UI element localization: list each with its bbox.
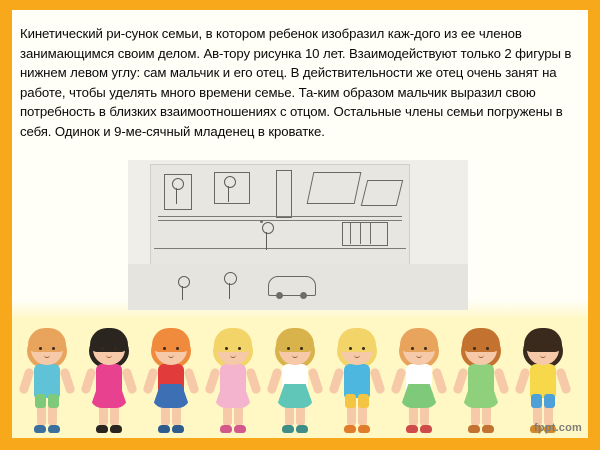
child-arm-left (328, 367, 345, 395)
frame-border-left (0, 0, 12, 450)
sketch-figure-head-4 (224, 272, 237, 285)
child-hair (28, 328, 66, 352)
child-torso (34, 364, 60, 398)
sketch-box-4 (307, 172, 362, 204)
child-arm-right (307, 367, 324, 395)
child-figure-4 (204, 326, 262, 438)
child-eye-left (225, 347, 228, 350)
watermark-text: fppt.com (533, 422, 582, 434)
child-eye-right (424, 347, 427, 350)
child-eye-left (411, 347, 414, 350)
child-arm-left (452, 367, 469, 395)
sketch-line-3 (154, 248, 406, 249)
child-torso (530, 364, 556, 398)
sketch-car-wheel-2 (300, 292, 307, 299)
child-shorts-left (345, 394, 356, 408)
child-arm-left (204, 367, 221, 395)
child-arm-left (266, 367, 283, 395)
child-shoe-right (110, 425, 122, 433)
child-figure-1 (18, 326, 76, 438)
child-shorts-left (35, 394, 46, 408)
child-eye-right (114, 347, 117, 350)
sketch-figure-head-5 (178, 276, 190, 288)
sketch-figure-body-3 (266, 232, 267, 250)
child-shorts-right (48, 394, 59, 408)
sketch-figure-head-2 (224, 176, 236, 188)
child-shoe-left (282, 425, 294, 433)
frame-border-right (588, 0, 600, 450)
child-arm-right (183, 367, 200, 395)
child-arm-left (514, 367, 531, 395)
child-shoe-left (34, 425, 46, 433)
sketch-dot-1 (260, 220, 263, 223)
child-eye-right (238, 347, 241, 350)
child-shoe-left (406, 425, 418, 433)
child-eye-left (535, 347, 538, 350)
child-shoe-right (172, 425, 184, 433)
children-illustration-row (12, 316, 588, 438)
child-torso (344, 364, 370, 398)
child-eye-left (39, 347, 42, 350)
child-shoe-left (96, 425, 108, 433)
child-shoe-left (158, 425, 170, 433)
slide-body-text: Кинетический ри-сунок семьи, в котором ребенок изобразил каж-дого из ее членов занимающимся своим делом. Ав-тору рисунка 10 лет. Взаимодействуют только 2 фигуры в нижнем левом углу: сам мальчик и его отец. В действительности же отец очень занят на работе, чтобы уделять много времени семье. Та-ким образом мальчик выразил свою потребность в близких взаимоотношениях с отцом. Остальные члены семьи погружены в себя. Одинок и 9-ме-сячный младенец в кроватке. (20, 26, 572, 139)
child-eye-right (548, 347, 551, 350)
child-eye-left (349, 347, 352, 350)
sketch-car (268, 276, 316, 296)
child-figure-2 (80, 326, 138, 438)
child-shoe-left (220, 425, 232, 433)
child-eye-left (473, 347, 476, 350)
child-eye-left (163, 347, 166, 350)
child-hair (152, 328, 190, 352)
sketch-crib-bar-1 (350, 222, 351, 244)
sketch-figure-head-1 (172, 178, 184, 190)
sketch-bed-crib (342, 222, 388, 246)
sketch-figure-body-2 (228, 186, 229, 202)
child-eye-right (362, 347, 365, 350)
frame-border-top (0, 0, 600, 10)
child-shorts-right (544, 394, 555, 408)
child-eye-left (101, 347, 104, 350)
child-hair (276, 328, 314, 352)
child-hair (524, 328, 562, 352)
sketch-figure-body-5 (182, 286, 183, 300)
frame-border-bottom (0, 438, 600, 450)
child-figure-6 (328, 326, 386, 438)
child-arm-left (18, 367, 35, 395)
sketch-car-wheel-1 (276, 292, 283, 299)
child-arm-right (493, 367, 510, 395)
child-arm-right (369, 367, 386, 395)
sketch-crib-bar-2 (360, 222, 361, 244)
child-arm-left (80, 367, 97, 395)
child-arm-right (59, 367, 76, 395)
child-eye-right (176, 347, 179, 350)
sketch-figure-head-3 (262, 222, 274, 234)
child-shoe-right (358, 425, 370, 433)
child-shoe-right (482, 425, 494, 433)
child-hair (338, 328, 376, 352)
sketch-box-3 (276, 170, 292, 218)
sketch-box-5 (361, 180, 403, 206)
sketch-crib-bar-3 (370, 222, 371, 244)
child-shoe-right (48, 425, 60, 433)
child-shoe-right (420, 425, 432, 433)
child-shorts-right (358, 394, 369, 408)
sketch-line-2 (158, 220, 402, 221)
child-figure-5 (266, 326, 324, 438)
child-figure-3 (142, 326, 200, 438)
child-arm-right (121, 367, 138, 395)
child-shoe-left (344, 425, 356, 433)
child-arm-right (245, 367, 262, 395)
child-arm-right (431, 367, 448, 395)
kinetic-family-drawing-image (128, 160, 468, 310)
child-arm-left (390, 367, 407, 395)
child-arm-left (142, 367, 159, 395)
child-figure-7 (390, 326, 448, 438)
child-eye-right (300, 347, 303, 350)
child-hair (214, 328, 252, 352)
child-eye-right (486, 347, 489, 350)
watermark-logo (534, 422, 582, 434)
child-arm-right (555, 367, 572, 395)
child-shorts-left (531, 394, 542, 408)
child-eye-right (52, 347, 55, 350)
child-shoe-left (468, 425, 480, 433)
child-hair (90, 328, 128, 352)
child-eye-left (287, 347, 290, 350)
sketch-line-1 (158, 216, 402, 217)
child-hair (400, 328, 438, 352)
child-figure-8 (452, 326, 510, 438)
child-shoe-right (296, 425, 308, 433)
child-shoe-right (234, 425, 246, 433)
sketch-figure-body-1 (176, 188, 177, 204)
child-hair (462, 328, 500, 352)
sketch-figure-body-4 (229, 283, 230, 299)
